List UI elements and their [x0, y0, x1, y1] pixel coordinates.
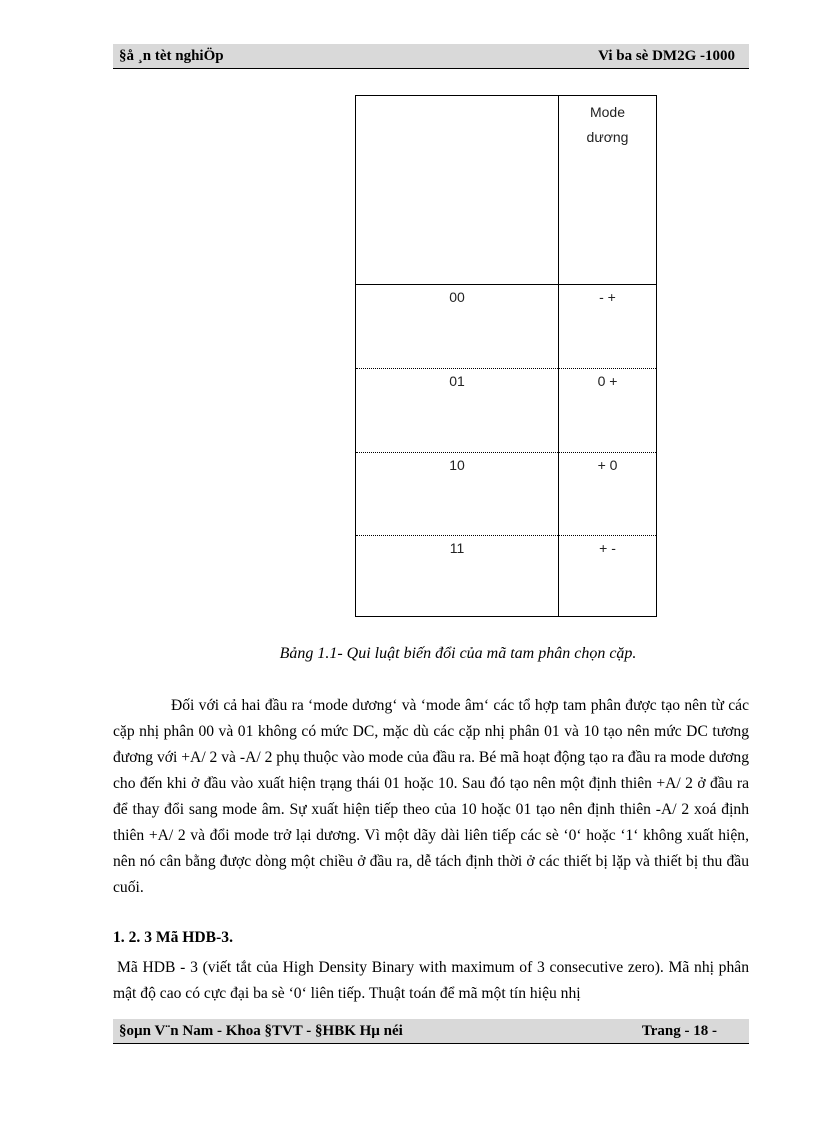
header-document-type: §å ¸n tèt nghiÖp	[119, 48, 224, 64]
table-cell-output: + -	[599, 540, 616, 556]
table-column-divider	[558, 96, 559, 616]
section-heading: 1. 2. 3 Mã HDB-3.	[113, 929, 233, 946]
table-caption: Bảng 1.1- Qui luật biến đổi của mã tam phân chọn cặp.	[279, 645, 637, 662]
table-cell-output: - +	[599, 289, 616, 305]
table-cell-output: 0 +	[597, 373, 618, 389]
table-row-divider	[356, 452, 656, 453]
header-document-title: Vi ba sè DM2G -1000	[598, 48, 735, 64]
table-row-divider	[356, 535, 656, 536]
page-header	[113, 44, 749, 69]
footer-page-number: Trang - 18 -	[641, 1023, 717, 1039]
table-row-divider	[356, 284, 656, 285]
table-header-mode-line1: Mode	[589, 104, 626, 120]
body-paragraph: Đối với cả hai đầu ra ‘mode dương‘ và ‘mode âm‘ các tổ hợp tam phân được tạo nên từ các cặp nhị phân 00 và 01 không có mức DC, mặc dù các cặp nhị phân 01 và 10 tạo nên mức DC tương đương với +A/ 2 và -A/ 2 phụ thuộc vào mode của đầu ra. Bé mã hoạt động tạo ra đầu ra mode dương cho đến khi ở đầu vào xuất hiện trạng thái 01 hoặc 10. Sau đó tạo nên một định thiên +A/ 2 ở đầu ra để thay đổi sang mode âm. Sự xuất hiện tiếp theo của 10 hoặc 01 tạo nên định thiên -A/ 2 xoá định thiên +A/ 2 và đổi mode trở lại dương. Vì một dãy dài liên tiếp các sè ‘0‘ hoặc ‘1‘ không xuất hiện, nên nó cân bằng được dòng một chiều ở đầu ra, dễ tách định thời ở các thiết bị lặp và thiết bị thu đầu cuối.	[113, 697, 749, 896]
page-footer	[113, 1019, 749, 1044]
conversion-table	[355, 95, 657, 617]
table-header-mode	[559, 100, 656, 150]
table-row-divider	[356, 368, 656, 369]
table-cell-input: 00	[449, 289, 465, 305]
table-header-mode-line2: dương	[586, 129, 629, 145]
table-cell-output: + 0	[597, 457, 618, 473]
table-cell-input: 10	[449, 457, 465, 473]
table-cell-input: 01	[449, 373, 465, 389]
footer-author: §oµn V¨n Nam - Khoa §TVT - §HBK Hµ néi	[119, 1023, 403, 1039]
table-cell-input: 11	[449, 540, 465, 556]
body-paragraph: Mã HDB - 3 (viết tắt của High Density Binary with maximum of 3 consecutive zero). Mã nhị phân mật độ cao có cực đại ba sè ‘0‘ liên tiếp. Thuật toán để mã một tín hiệu nhị	[113, 959, 749, 1002]
